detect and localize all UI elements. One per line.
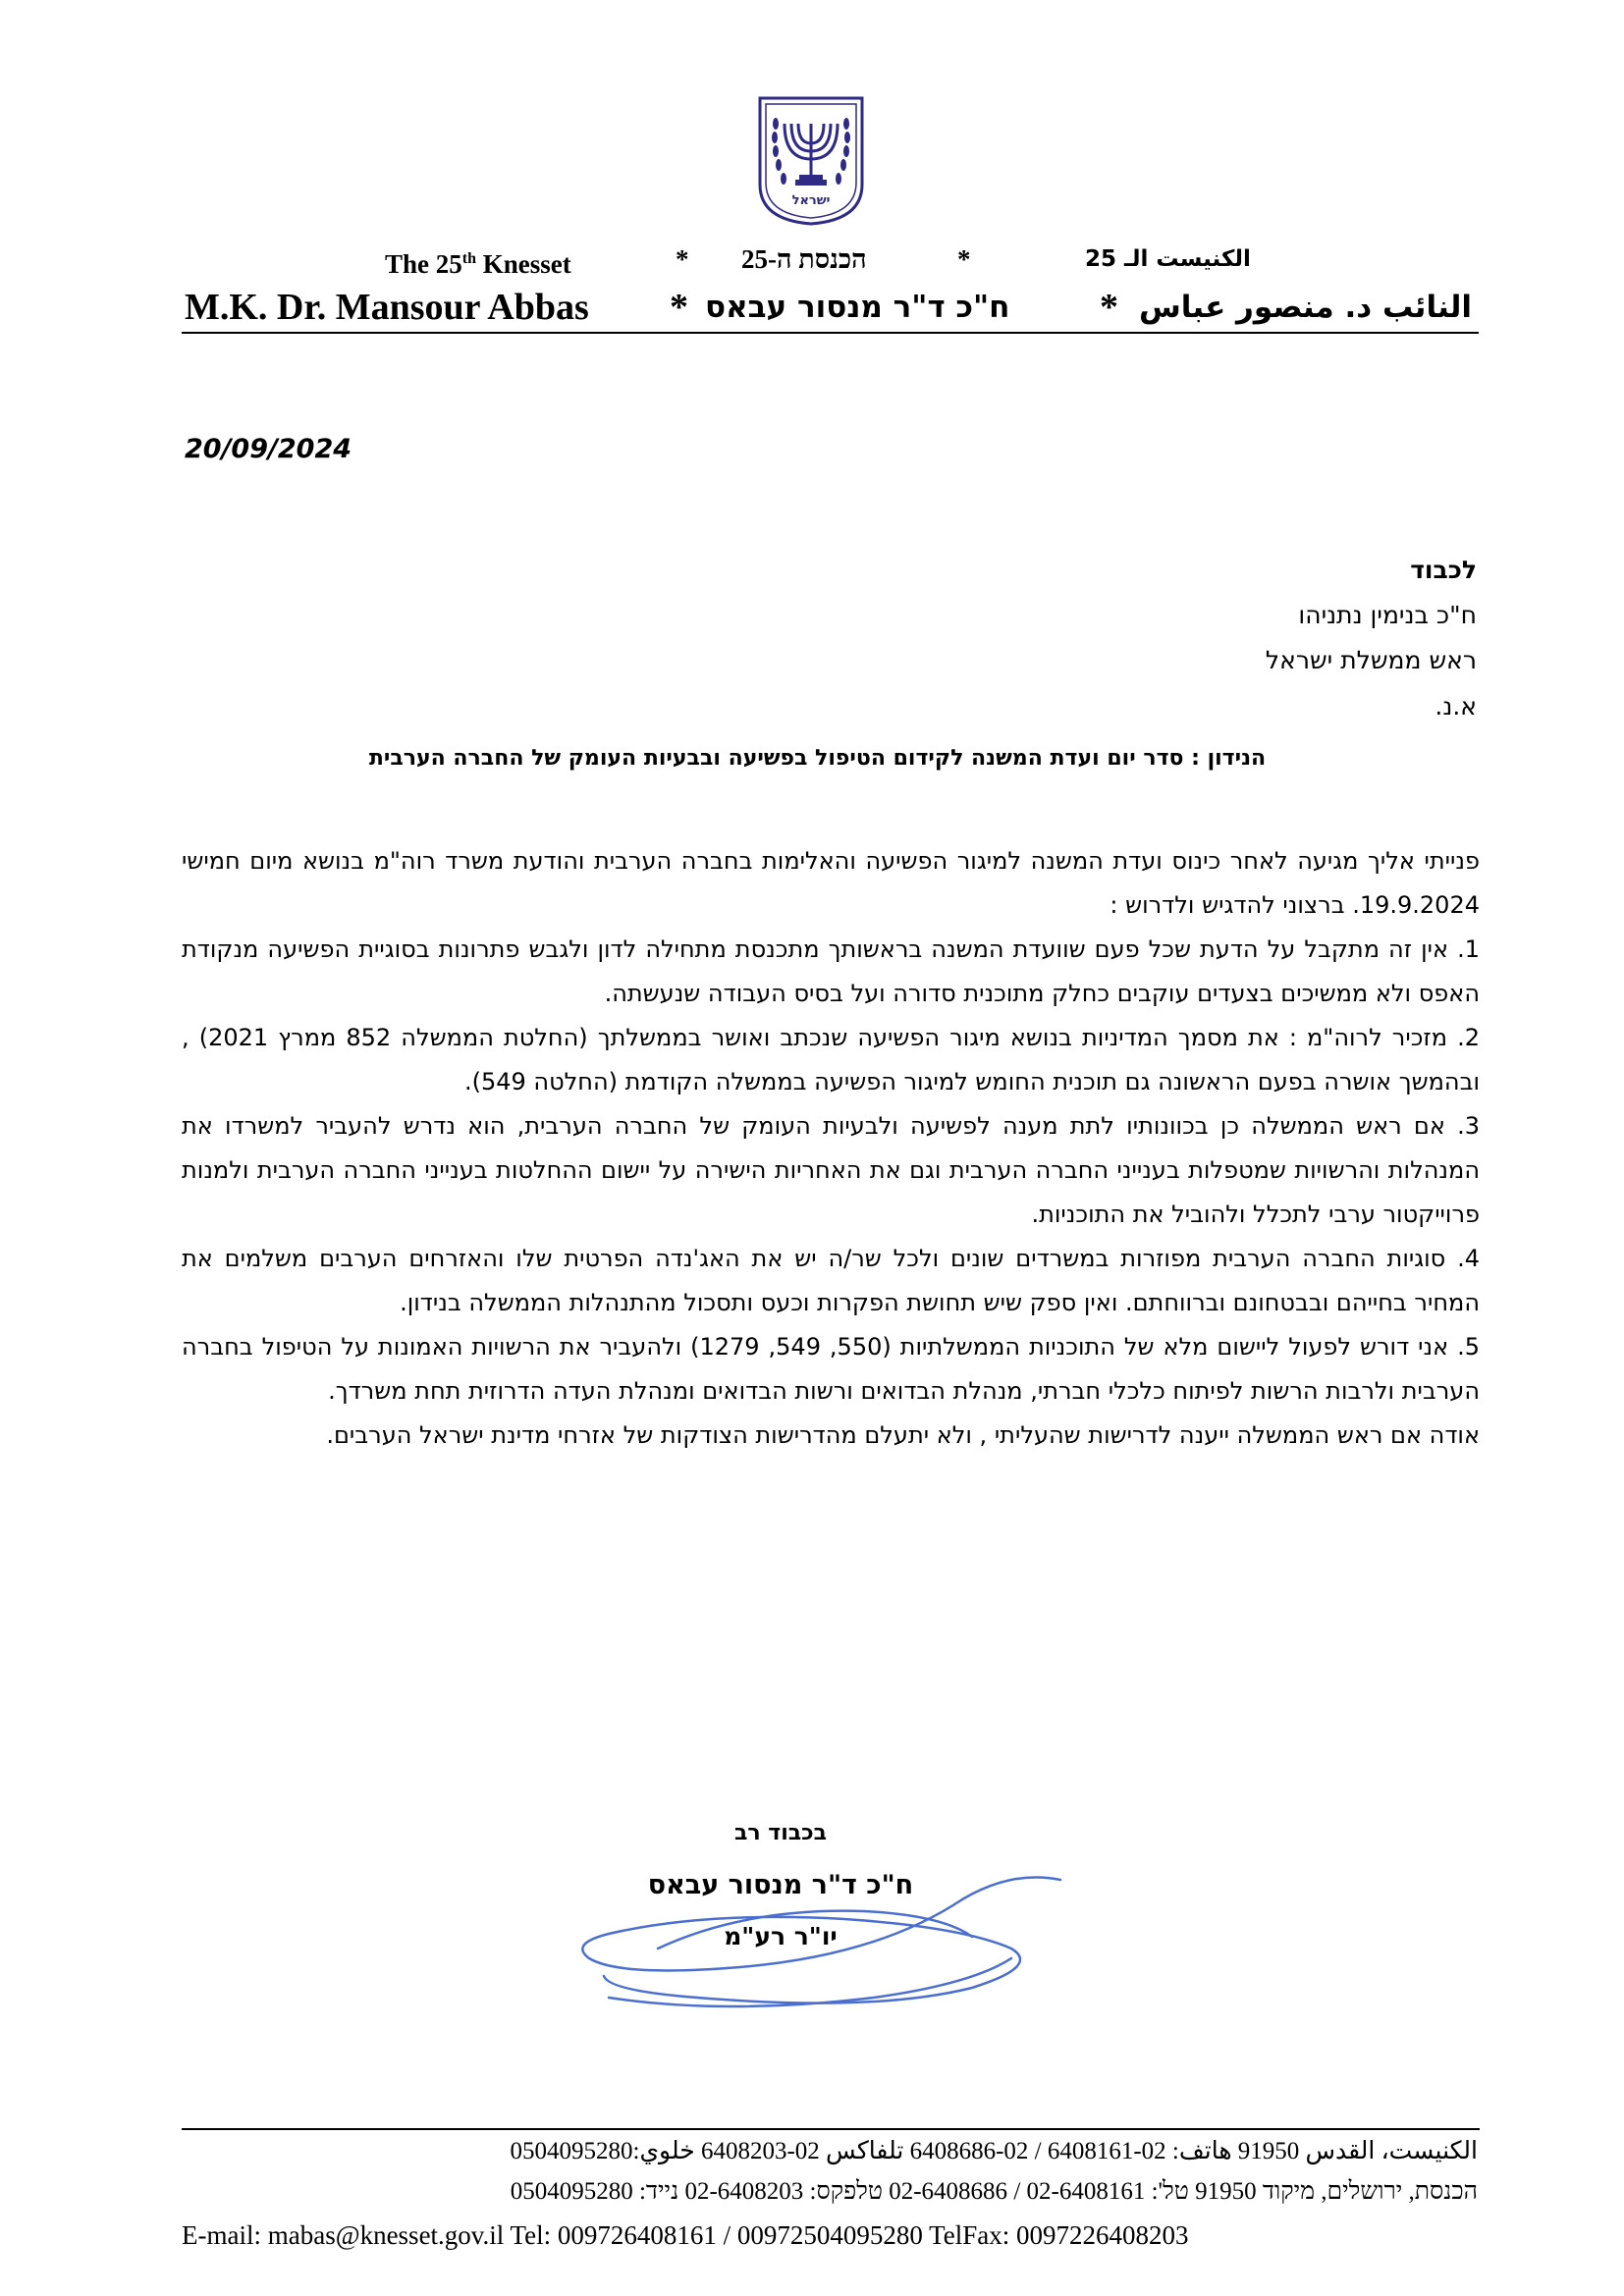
letter-date: 20/09/2024 — [185, 434, 352, 464]
header-separator: * — [957, 244, 971, 274]
knesset-he: הכנסת ה-25 — [741, 244, 867, 274]
body-paragraph: 2. מזכיר לרוה"מ : את מסמך המדיניות בנושא מיגור הפשיעה שנכתב ואושר בממשלתך (החלטת הממשלה 852 ממרץ 2021) , ובהמשך אושרה בפעם הראשונה גם תוכנית החומש למיגור הפשיעה בממשלה הקודמת (החלטה 549). — [182, 1024, 1481, 1095]
mk-name-he: ח"כ ד"ר מנסור עבאס — [705, 290, 1010, 325]
body-paragraph: 5. אני דורש לפעול ליישום מלא של התוכניות הממשלתיות (550, 549, 1279) ולהעביר את הרשויות האמונות על הטיפול בחברה הערבית ולרבות הרשות לפיתוח כלכלי חברתי, מנהלת הבדואים ורשות הבדואים ומנהלת העדה הדרוזית תחת משרדך. — [182, 1333, 1480, 1405]
body-paragraph: פנייתי אליך מגיעה לאחר כינוס ועדת המשנה למיגור הפשיעה והאלימות בחברה הערבית והודעת משרד רוה"מ בנושא מיום חמישי 19.9.2024. ברצוני להדגיש ולדרוש : — [182, 847, 1480, 919]
header-separator: * — [1100, 287, 1118, 328]
body-paragraph: אודה אם ראש הממשלה ייענה לדרישות שהעליתי , ולא יתעלם מהדרישות הצודקות של אזרחי מדינת ישראל הערבים. — [326, 1421, 1480, 1449]
footer-rule — [182, 2128, 1480, 2130]
closing-regards: בכבוד רב — [733, 1821, 828, 1845]
handwritten-signature — [550, 1850, 1100, 2022]
footer-contact-he: הכנסת, ירושלים, מיקוד 91950 טל': 02-6408161 / 02-6408686 טלפקס: 02-6408203 נייד: 0504095280 — [510, 2178, 1478, 2205]
mk-name-ar: النائب د. منصور عباس — [1139, 290, 1473, 325]
footer-contact-en: E-mail: mabas@knesset.gov.il Tel: 009726408161 / 00972504095280 TelFax: 0097226408203 — [182, 2220, 1189, 2250]
body-paragraph: 3. אם ראש הממשלה כן בכוונותיו לתת מענה לפשיעה ולבעיות העומק של החברה הערבית, הוא נדרש להעביר למשרדו את המנהלות והרשויות שמטפלות בענייני החברה הערבית וגם את האחריות הישירה על יישום ההחלטות בענייני החברה הערבית ולמנות פרוייקטור ערבי לתכלל ולהוביל את התוכניות. — [182, 1112, 1480, 1228]
subject-line: הנידון : סדר יום ועדת המשנה לקידום הטיפול בפשיעה ובבעיות העומק של החברה הערבית — [368, 746, 1267, 771]
signer-role: יו"ר רע"מ — [724, 1922, 838, 1950]
mk-name-en: M.K. Dr. Mansour Abbas — [185, 287, 589, 328]
letter-body — [182, 839, 1480, 1458]
knesset-en: The 25th Knesset — [385, 249, 571, 279]
footer-contact-ar: الكنيست، القدس 91950 هاتف: 02-6408161 / 02-6408686 تلفاكس 02-6408203 خلوي:0504095280 — [510, 2138, 1478, 2164]
recipient-name: ח"כ בנימין נתניהו — [1298, 601, 1477, 629]
header-separator: * — [676, 244, 689, 274]
header-rule — [182, 332, 1479, 334]
body-paragraph: 1. אין זה מתקבל על הדעת שכל פעם שוועדת המשנה בראשותך מתכנסת מתחילה לדון ולגבש פתרונות בסוגיית הפשיעה מנקודת האפס ולא ממשיכים בצעדים עוקבים כחלק מתוכנית סדורה ועל בסיס העבודה שנעשתה. — [182, 935, 1480, 1007]
signer-name: ח"כ ד"ר מנסור עבאס — [647, 1870, 914, 1900]
state-emblem-icon — [756, 94, 866, 228]
svg-text:ישראל: ישראל — [791, 193, 831, 208]
knesset-ar: الكنيست الـ 25 — [1085, 246, 1251, 272]
body-paragraph: 4. סוגיות החברה הערבית מפוזרות במשרדים שונים ולכל שר/ה יש את האג'נדה הפרטית שלו והאזרחים הערבים משלמים את המחיר בחייהם ובבטחונם וברווחתם. ואין ספק שיש תחושת הפקרות וכעס ותסכול מהתנהלות הממשלה בנידון. — [182, 1245, 1480, 1316]
salutation: לכבוד — [1410, 556, 1477, 584]
recipient-an: א.נ. — [1435, 692, 1477, 721]
recipient-title: ראש ממשלת ישראל — [1265, 646, 1477, 674]
header-separator: * — [670, 287, 688, 328]
